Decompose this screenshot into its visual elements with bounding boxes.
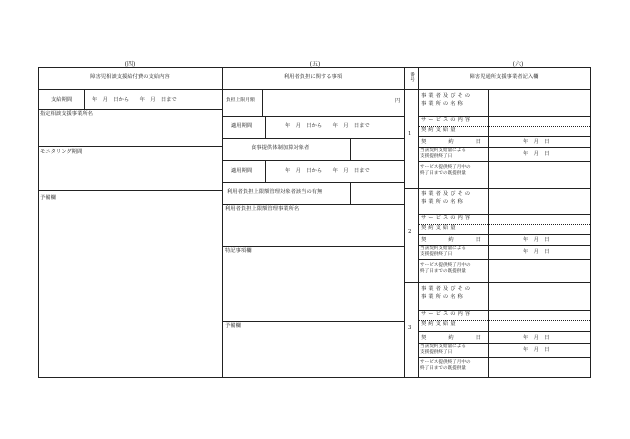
entry-contract-date-label: 契約日 <box>421 335 481 341</box>
section-four-label: (四) <box>124 61 136 68</box>
col4-header: 障害児相談支援給付費の支給内容 <box>90 74 170 80</box>
divider-4-5 <box>222 67 223 377</box>
entry-used-line1: サービス提供終了月中の <box>420 263 471 268</box>
monitoring-label: モニタリング期間 <box>40 149 83 155</box>
mgmt-target-divider <box>350 182 351 204</box>
frame-bottom <box>38 377 591 378</box>
section-five-label: (五) <box>309 61 321 68</box>
entry-number: 1 <box>408 131 412 137</box>
applied-label-2: 適用期間 <box>231 168 253 174</box>
entry-used-line2: 終了日までの既提供量 <box>420 366 466 371</box>
applied-rule <box>222 138 404 139</box>
col4-notes-label: 予備欄 <box>40 195 56 201</box>
entry-contract-date: 年 月 日 <box>523 335 550 341</box>
entry-amount-label: 契約支給量 <box>421 225 458 231</box>
applied-divider-2 <box>265 160 266 182</box>
cap-rule <box>222 116 404 117</box>
entry-used-line1: サービス提供終了月中の <box>420 360 471 365</box>
frame-top <box>38 67 591 68</box>
entry-end-line2: 支援提供終了日 <box>420 154 453 159</box>
special-rule <box>222 321 404 322</box>
mgmt-office-rule <box>222 246 404 247</box>
entry-rule <box>418 331 590 332</box>
col5-header: 利用者負担に関する事項 <box>283 74 343 80</box>
entry-rule <box>418 234 590 235</box>
entry-amount-label: 契約支給量 <box>421 127 458 133</box>
agency-label: 指定相談支援事業所名 <box>40 111 93 117</box>
entry-name-line2: 事業所の名称 <box>421 101 465 107</box>
entry-contract-date: 年 月 日 <box>523 237 550 243</box>
col4-header-rule <box>38 89 222 90</box>
entry-rule <box>418 161 590 162</box>
entry-used-line1: サービス提供終了月中の <box>420 165 471 170</box>
entry-name-line1: 事業者及びその <box>421 286 473 292</box>
entry-service-label: サービスの内容 <box>421 117 473 123</box>
entry-contract-date-label: 契約日 <box>421 139 481 145</box>
entry-end-line1: 当該契約支給量による <box>420 148 466 153</box>
entry-end-line1: 当該契約支給量による <box>420 246 466 251</box>
entry-amount-label: 契約支給量 <box>421 321 458 327</box>
frame-left <box>38 67 39 377</box>
entry-label-divider <box>488 282 489 377</box>
entry-label-divider <box>488 188 489 282</box>
num-header: 番号 <box>410 73 415 83</box>
entry-1-bottom <box>404 188 590 189</box>
entry-name-line2: 事業所の名称 <box>421 199 465 205</box>
entry-number: 2 <box>408 229 412 235</box>
entry-number: 3 <box>408 325 412 331</box>
entry-end-line2: 支援提供終了日 <box>420 350 453 355</box>
entry-contract-date: 年 月 日 <box>523 139 550 145</box>
entry-name-line1: 事業者及びその <box>421 93 473 99</box>
entry-label-divider <box>488 89 489 188</box>
frame-right <box>590 67 591 377</box>
entry-2-bottom <box>404 282 590 283</box>
col5-notes-label: 予備欄 <box>225 323 241 329</box>
entry-used-line2: 終了日までの既提供量 <box>420 171 466 176</box>
mgmt-target-label: 利用者負担上限額管理対象者該当の有無 <box>227 189 323 195</box>
entry-rule <box>418 136 590 137</box>
entry-end-date: 年 月 日 <box>523 347 550 353</box>
entry-contract-date-label: 契約日 <box>421 237 481 243</box>
mgmt-target-rule <box>222 204 404 205</box>
entry-end-line2: 支援提供終了日 <box>420 252 453 257</box>
applied-rule-2 <box>222 182 404 183</box>
agency-rule <box>38 146 222 147</box>
entry-name-line1: 事業者及びその <box>421 191 473 197</box>
col6-header: 障害児通所支援事業者記入欄 <box>469 74 539 80</box>
entry-name-line2: 事業所の名称 <box>421 294 465 300</box>
period-dates: 年 月 日から 年 月 日まで <box>92 97 177 103</box>
applied-dates-2: 年 月 日から 年 月 日まで <box>285 168 370 174</box>
entry-rule <box>418 259 590 260</box>
applied-label: 適用期間 <box>231 123 253 129</box>
section-six-label: (六) <box>512 61 524 68</box>
col6-header-rule <box>404 89 590 90</box>
period-rule <box>38 109 222 110</box>
entry-service-label: サービスの内容 <box>421 215 473 221</box>
monitoring-rule <box>38 190 222 191</box>
meal-divider <box>350 138 351 160</box>
cap-divider <box>262 89 263 116</box>
period-divider <box>84 89 85 109</box>
meal-rule <box>222 160 404 161</box>
divider-5-6 <box>404 67 405 377</box>
mgmt-office-label: 利用者負担上限額管理事業所名 <box>225 206 300 212</box>
col5-header-rule <box>222 89 404 90</box>
period-label: 支給期間 <box>51 97 73 103</box>
entry-end-date: 年 月 日 <box>523 151 550 157</box>
entry-rule <box>418 357 590 358</box>
entry-end-date: 年 月 日 <box>523 249 550 255</box>
entry-service-label: サービスの内容 <box>421 311 473 317</box>
cap-label: 負担上限月額 <box>226 98 255 103</box>
special-label: 特記事項欄 <box>225 248 252 254</box>
meal-label: 食事提供体制加算対象者 <box>251 145 310 151</box>
applied-dates: 年 月 日から 年 月 日まで <box>285 123 370 129</box>
yen-unit: 円 <box>395 98 401 104</box>
entry-used-line2: 終了日までの既提供量 <box>420 269 466 274</box>
entry-end-line1: 当該契約支給量による <box>420 344 466 349</box>
applied-divider <box>265 116 266 138</box>
